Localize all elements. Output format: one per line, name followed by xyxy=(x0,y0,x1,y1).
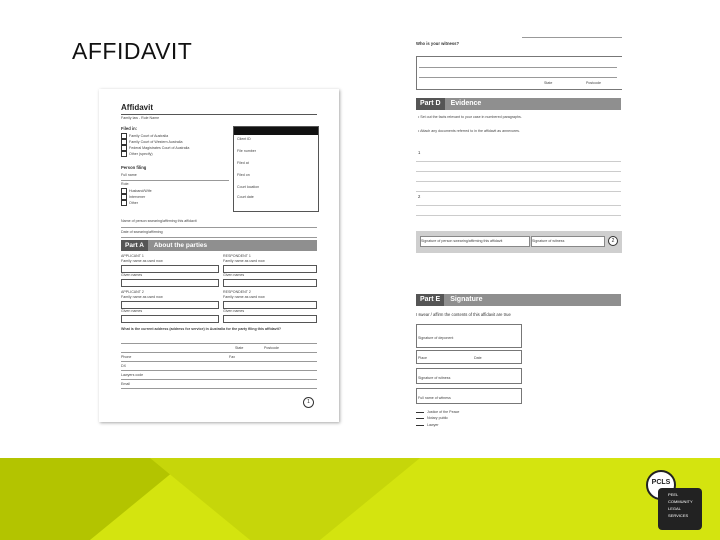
signature-strip: Signature of person swearing/affirming this affidavit Signature of witness 2 xyxy=(416,231,622,253)
court-option: Family Court of Australia xyxy=(121,133,189,139)
affidavit-page-3: Part E Signature I swear / affirm the contents of this affidavit are true Signature of deponent Place Date Signature of witness Full name of witness Justice of the Peace Notary public Lawyer xyxy=(416,294,622,452)
part-d-header: Part D Evidence xyxy=(416,98,621,110)
witness-type-option: Justice of the Peace xyxy=(416,410,459,414)
pcls-logo: PCLS PEEL COMMUNITY LEGAL SERVICES xyxy=(646,466,706,534)
court-option: Federal Magistrates Court of Australia xyxy=(121,145,189,151)
affidavit-page-1: Affidavit Family law - Rule Name Filed in: Family Court of Australia Family Court of Western Australia Federal Magistrates Court of Australia Other (specify) Person filing Full name Role: Husband/Wife Intervener Other Client ID File number Filed at Filed on Court location Court date Name of person swearing/affirming this affidavit Date of swearing/affirming Part A About the parties APPLICANT 1 Family name as used now Given names RESPONDENT 1 Family name as used now Given names APPLICANT 2 Family name as used now Given names RESPONDENT 2 Family name as used now Given names What is the current address (address for service) in Australia for the party filing this affidavit? State Postcode Phone Fax DX Lawyers code Email 1 xyxy=(99,89,339,422)
court-use-box: Client ID File number Filed at Filed on Court location Court date xyxy=(233,126,319,212)
filed-in-label: Filed in: xyxy=(121,126,138,131)
witness-type-option: Lawyer xyxy=(416,423,459,427)
affidavit-page-2: Who is your witness? State Postcode Part D Evidence • Set out the facts relevant to your case in numbered paragraphs. • Attach any documents referred to in the affidavit as annexures. 1 2 Signature of person swearing/affirming this affidavit Signature of witness 2 xyxy=(416,37,622,259)
role-option: Husband/Wife xyxy=(121,188,152,194)
address-question: What is the current address (address for service) in Australia for the party filing this affidavit? xyxy=(121,327,282,331)
witness-question: Who is your witness? xyxy=(416,41,460,46)
role-option: Intervener xyxy=(121,194,152,200)
deponent-label: Name of person swearing/affirming this affidavit xyxy=(121,219,197,223)
role-option: Other xyxy=(121,200,152,206)
doc-title: Affidavit xyxy=(121,103,153,112)
court-option: Family Court of Western Australia xyxy=(121,139,189,145)
court-option: Other (specify) xyxy=(121,151,189,157)
footer-decoration xyxy=(0,458,720,540)
full-name-label: Full name xyxy=(121,173,137,177)
part-e-header: Part E Signature xyxy=(416,294,621,306)
witness-type-option: Notary public xyxy=(416,416,459,420)
date-label: Date of swearing/affirming xyxy=(121,230,163,234)
doc-subtitle: Family law - Rule Name xyxy=(121,116,160,120)
role-label: Role: xyxy=(121,182,130,186)
page-number: 1 xyxy=(303,397,314,408)
part-a-header: Part A About the parties xyxy=(121,240,317,251)
person-filing-label: Person filing xyxy=(121,165,147,170)
slide-title: AFFIDAVIT xyxy=(72,38,193,64)
